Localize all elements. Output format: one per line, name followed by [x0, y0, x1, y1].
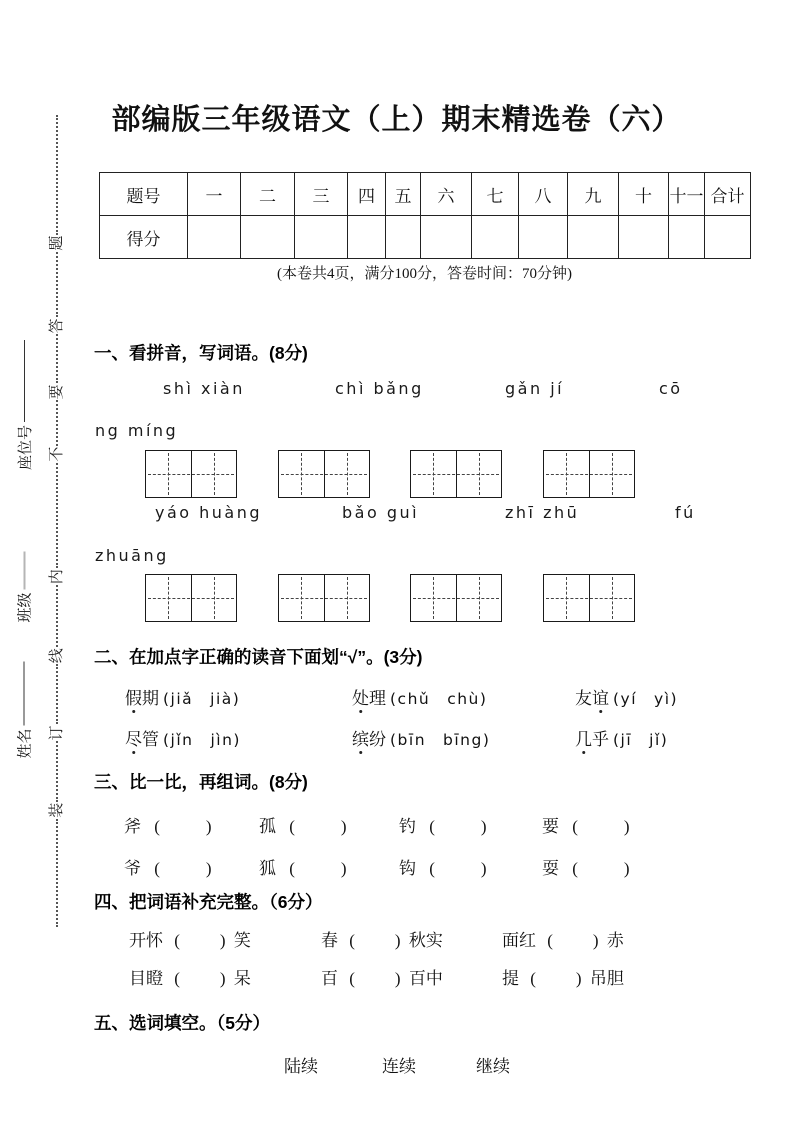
phrase-suffix: 吊胆 [589, 969, 624, 988]
paren-open: ( [530, 969, 536, 988]
pinyin-label: chì bǎng [335, 379, 424, 398]
phrase-item [321, 964, 443, 989]
score-row-header: 得分 [100, 216, 188, 259]
compare-word-item [399, 812, 487, 837]
score-table-col-header: 九 [568, 173, 619, 216]
phrase-item [129, 926, 251, 951]
binding-dots [56, 819, 58, 927]
binding-dots [56, 664, 58, 724]
score-cell-empty [188, 216, 241, 259]
compare-word-item [542, 812, 630, 837]
section-3-heading: 三、比一比，再组词。(8分) [94, 772, 308, 792]
writing-box-group [410, 450, 502, 498]
paren-close: ) [219, 931, 226, 950]
pronunciation-item [352, 725, 490, 750]
seat-number-blank [23, 340, 25, 422]
score-table-col-header: 四 [348, 173, 386, 216]
paren-close: ) [623, 859, 630, 878]
character: 爷 [124, 859, 141, 878]
writing-box-cell [192, 451, 237, 497]
section-1-heading: 一、看拼音，写词语。(8分) [94, 343, 308, 363]
paren-open: ( [174, 969, 180, 988]
section-4-heading: 四、把词语补充完整。（6分） [94, 892, 323, 912]
dotted-character: 假 [125, 684, 142, 709]
writing-box-group [543, 450, 635, 498]
paren-close: ) [394, 969, 401, 988]
binding-dots [56, 741, 58, 801]
writing-box-group [410, 574, 502, 622]
score-table-col-header: 一 [188, 173, 241, 216]
class-blank [22, 551, 25, 589]
page-title: 部编版三年级语文（上）期末精选卷（六） [111, 104, 682, 136]
character: 耍 [542, 859, 559, 878]
character: 钩 [399, 859, 416, 878]
section-2-heading: 二、在加点字正确的读音下面划“√”。(3分) [94, 647, 423, 667]
pronunciation-item [125, 684, 240, 709]
phrase-suffix: 赤 [606, 931, 624, 950]
compare-word-item [259, 854, 347, 879]
paren-open: ( [289, 817, 295, 836]
pinyin-label: gǎn jí [505, 379, 565, 398]
writing-box-cell [411, 575, 457, 621]
seat-number-label: 座位号 [17, 424, 34, 470]
phrase-prefix: 开怀 [129, 931, 163, 950]
class-label: 班级 [17, 592, 33, 623]
paren-close: ) [480, 859, 487, 878]
score-table-col-header: 八 [519, 173, 568, 216]
writing-box-cell [544, 575, 590, 621]
phrase-item [502, 964, 624, 989]
seat-number-field [12, 322, 36, 470]
score-cell-empty [348, 216, 386, 259]
writing-box-cell [192, 575, 237, 621]
writing-box-cell [146, 451, 192, 497]
writing-box-cell [590, 451, 635, 497]
paren-open: ( [572, 817, 578, 836]
paren-open: ( [429, 817, 435, 836]
writing-box-cell [146, 575, 192, 621]
phrase-item [129, 964, 251, 989]
paren-close: ) [592, 931, 599, 950]
binding-char: 题 [48, 235, 65, 251]
score-table-col-header: 三 [295, 173, 348, 216]
paper-note: (本卷共4页，满分100分，答卷时间：70分钟) [277, 266, 572, 282]
phrase-prefix: 面红 [502, 931, 536, 950]
writing-box-cell [457, 575, 502, 621]
pinyin-options: (bīn bīng) [390, 731, 491, 749]
binding-char: 要 [48, 384, 65, 400]
compare-word-item [124, 854, 212, 879]
score-cell-empty [568, 216, 619, 259]
pinyin-label: fú [675, 503, 696, 522]
score-cell-empty [519, 216, 568, 259]
writing-box-group [145, 450, 237, 498]
phrase-prefix: 目瞪 [129, 969, 163, 988]
score-cell-empty [619, 216, 669, 259]
compare-word-item [259, 812, 347, 837]
name-label: 姓名 [17, 728, 33, 759]
paren-open: ( [154, 859, 160, 878]
section-5-heading: 五、选词填空。（5分） [94, 1013, 270, 1033]
dotted-character: 谊 [592, 684, 609, 709]
dotted-character: 处 [352, 684, 369, 709]
score-table [99, 172, 751, 259]
paren-close: ) [205, 817, 212, 836]
paren-close: ) [340, 859, 347, 878]
dotted-character: 几 [575, 725, 592, 750]
paren-open: ( [349, 969, 355, 988]
paren-open: ( [289, 859, 295, 878]
phrase-suffix: 笑 [233, 931, 251, 950]
phrase-prefix: 春 [321, 931, 338, 950]
binding-line [45, 115, 69, 927]
pinyin-label: zhuāng [95, 546, 169, 565]
writing-box-cell [590, 575, 635, 621]
pronunciation-item [575, 725, 668, 750]
writing-box-group [278, 574, 370, 622]
score-table-col-header: 二 [241, 173, 295, 216]
binding-char: 装 [48, 802, 65, 818]
phrase-prefix: 提 [502, 969, 519, 988]
character: 管 [142, 730, 159, 749]
pinyin-label: shì xiàn [163, 379, 245, 398]
pinyin-options: (yí yì) [613, 690, 679, 708]
paren-open: ( [154, 817, 160, 836]
pinyin-options: (jiǎ jià) [163, 690, 241, 708]
name-blank [23, 661, 25, 725]
phrase-suffix: 秋实 [408, 931, 443, 950]
score-cell-empty [386, 216, 421, 259]
compare-word-item [542, 854, 630, 879]
name-field [12, 636, 36, 759]
paren-close: ) [480, 817, 487, 836]
writing-box-cell [411, 451, 457, 497]
paren-open: ( [572, 859, 578, 878]
score-cell-empty [669, 216, 705, 259]
score-cell-empty [241, 216, 295, 259]
score-cell-empty [421, 216, 472, 259]
character: 纷 [369, 730, 386, 749]
writing-box-cell [325, 451, 370, 497]
dotted-character: 尽 [125, 725, 142, 750]
score-table-col-header: 十 [619, 173, 669, 216]
class-field [12, 544, 36, 623]
character: 孤 [259, 817, 276, 836]
phrase-item [321, 926, 443, 951]
pinyin-label: cō [659, 379, 683, 398]
character: 钓 [399, 817, 416, 836]
paren-open: ( [349, 931, 355, 950]
pronunciation-item [352, 684, 487, 709]
writing-box-group [145, 574, 237, 622]
phrase-suffix: 百中 [408, 969, 443, 988]
paren-close: ) [219, 969, 226, 988]
compare-word-item [399, 854, 487, 879]
character: 期 [142, 689, 159, 708]
paren-close: ) [340, 817, 347, 836]
character: 要 [542, 817, 559, 836]
word-bank-item: 陆续 [284, 1057, 318, 1076]
binding-dots [56, 252, 58, 318]
binding-dots [56, 585, 58, 647]
character: 友 [575, 689, 592, 708]
word-bank-item: 继续 [476, 1057, 510, 1076]
paren-close: ) [575, 969, 582, 988]
pronunciation-item [575, 684, 678, 709]
phrase-prefix: 百 [321, 969, 338, 988]
binding-char: 线 [48, 648, 65, 664]
pinyin-label: yáo huàng [155, 503, 263, 522]
paren-open: ( [174, 931, 180, 950]
binding-char: 不 [48, 446, 65, 462]
character: 乎 [592, 730, 609, 749]
paren-close: ) [394, 931, 401, 950]
score-cell-empty [705, 216, 751, 259]
score-table-col-header: 五 [386, 173, 421, 216]
pinyin-options: (jǐn jìn) [163, 731, 241, 749]
word-bank-item: 连续 [382, 1057, 416, 1076]
score-cell-empty [295, 216, 348, 259]
binding-char: 内 [48, 569, 65, 585]
paren-open: ( [547, 931, 553, 950]
writing-box-group [543, 574, 635, 622]
binding-dots [56, 334, 58, 383]
paren-close: ) [623, 817, 630, 836]
score-cell-empty [472, 216, 519, 259]
pinyin-options: (chǔ chù) [390, 690, 488, 708]
writing-box-cell [279, 575, 325, 621]
paren-open: ( [429, 859, 435, 878]
score-table-col-header: 十一 [669, 173, 705, 216]
score-table-corner-cell: 题号 [100, 173, 188, 216]
writing-box-group [278, 450, 370, 498]
score-table-col-header: 合计 [705, 173, 751, 216]
paren-close: ) [205, 859, 212, 878]
binding-char: 答 [48, 318, 65, 334]
character: 狐 [259, 859, 276, 878]
binding-dots [56, 400, 58, 445]
score-table-col-header: 七 [472, 173, 519, 216]
compare-word-item [124, 812, 212, 837]
writing-box-cell [279, 451, 325, 497]
binding-dots [56, 463, 58, 568]
pronunciation-item [125, 725, 241, 750]
pinyin-label: ng míng [95, 421, 179, 440]
character: 斧 [124, 817, 141, 836]
dotted-character: 缤 [352, 725, 369, 750]
phrase-item [502, 926, 624, 951]
writing-box-cell [544, 451, 590, 497]
pinyin-options: (jī jǐ) [613, 731, 669, 749]
pinyin-label: zhī zhū [505, 503, 580, 522]
binding-char: 订 [48, 725, 65, 741]
phrase-suffix: 呆 [233, 969, 251, 988]
writing-box-cell [325, 575, 370, 621]
score-table-col-header: 六 [421, 173, 472, 216]
writing-box-cell [457, 451, 502, 497]
pinyin-label: bǎo guì [342, 503, 420, 522]
character: 理 [369, 689, 386, 708]
